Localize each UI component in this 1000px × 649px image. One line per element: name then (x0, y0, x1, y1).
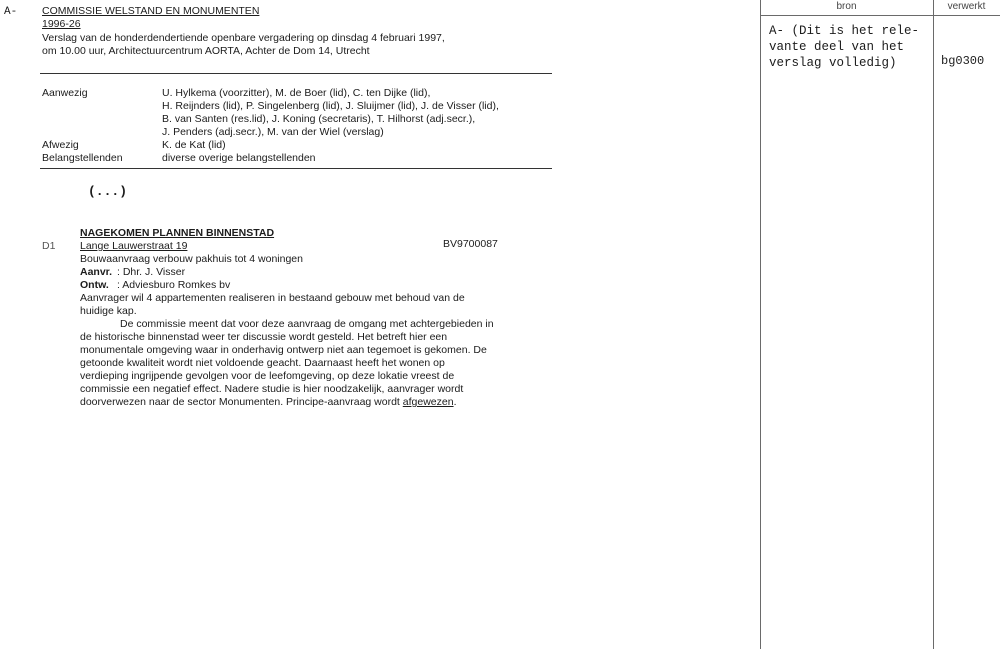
opinion-line: de historische binnenstad weer ter discussie wordt gesteld. Het betreft hier een (80, 331, 448, 343)
request-line: Aanvrager wil 4 appartementen realiseren in bestaand gebouw met behoud van de (80, 292, 465, 304)
column-header-rule (760, 15, 1000, 16)
final-line-prefix: doorverwezen naar de sector Monumenten. Principe-aanvraag wordt (80, 396, 403, 408)
applicant-label: Aanvr. (80, 266, 113, 278)
designer-label: Ontw. (80, 279, 109, 291)
present-list (162, 87, 499, 139)
bron-column-left-border (760, 0, 761, 649)
present-line: U. Hylkema (voorzitter), M. de Boer (lid), C. ten Dijke (lid), (162, 87, 431, 99)
verwerkt-code: bg0300 (941, 54, 985, 68)
present-line: B. van Santen (res.lid), J. Koning (secretaris), T. Hilhorst (adj.secr.), (162, 113, 476, 125)
verdict-rejected: afgewezen (402, 396, 454, 408)
item-code: D1 (42, 240, 56, 252)
document-number: 1996-26 (42, 18, 81, 30)
request-line: huidige kap. (80, 305, 137, 317)
opinion-line: De commissie meent dat voor deze aanvraag de omgang met achtergebieden in (120, 318, 494, 330)
section-title: NAGEKOMEN PLANNEN BINNENSTAD (80, 227, 275, 239)
opinion-final-line (80, 396, 494, 409)
meeting-intro (42, 32, 445, 58)
opinion-line: getoonde kwaliteit wordt niet voldoende geacht. Daarnaast heeft het wonen op (80, 357, 445, 369)
item-description: Bouwaanvraag verbouw pakhuis tot 4 woningen (80, 253, 303, 265)
commission-opinion (80, 318, 494, 409)
present-label: Aanwezig (42, 87, 88, 99)
designer-value: : Adviesburo Romkes bv (117, 279, 231, 291)
interested-label: Belangstellenden (42, 152, 123, 164)
intro-line: om 10.00 uur, Architectuurcentrum AORTA, Achter de Dom 14, Utrecht (42, 45, 370, 57)
bron-note (769, 23, 919, 71)
intro-line: Verslag van de honderdendertiende openbare vergadering op dinsdag 4 februari 1997, (42, 32, 445, 44)
present-line: J. Penders (adj.secr.), M. van der Wiel (verslag) (162, 126, 384, 138)
verwerkt-column-left-border (933, 0, 934, 649)
item-reference: BV9700087 (443, 238, 498, 250)
bron-note-line: verslag volledig) (769, 56, 897, 70)
opinion-line: commissie een negatief effect. Nadere studie is hier noodzakelijk, aanvrager wordt (80, 383, 464, 395)
document-title: COMMISSIE WELSTAND EN MONUMENTEN (42, 5, 260, 17)
item-address: Lange Lauwerstraat 19 (80, 240, 188, 252)
header-divider (40, 73, 552, 74)
omission-ellipsis: (...) (88, 184, 128, 199)
verwerkt-column-header: verwerkt (947, 1, 986, 12)
applicant-value: : Dhr. J. Visser (117, 266, 186, 278)
attendance-divider (40, 168, 552, 169)
bron-note-line: A- (Dit is het rele- (769, 24, 920, 38)
header-marker: A- (4, 6, 18, 18)
opinion-line: verdieping ingrijpende gevolgen voor de leefomgeving, op deze lokatie vreest de (80, 370, 455, 382)
absent-value: K. de Kat (lid) (162, 139, 226, 151)
opinion-line: monumentale omgeving waar in onderhavig ontwerp niet aan tegemoet is gekomen. De (80, 344, 487, 356)
interested-value: diverse overige belangstellenden (162, 152, 316, 164)
present-line: H. Reijnders (lid), P. Singelenberg (lid), J. Sluijmer (lid), J. de Visser (lid), (162, 100, 499, 112)
bron-column-header: bron (836, 1, 857, 12)
request-text (80, 292, 465, 318)
absent-label: Afwezig (42, 139, 79, 151)
final-line-suffix: . (453, 396, 457, 408)
bron-note-line: vante deel van het (769, 40, 905, 54)
